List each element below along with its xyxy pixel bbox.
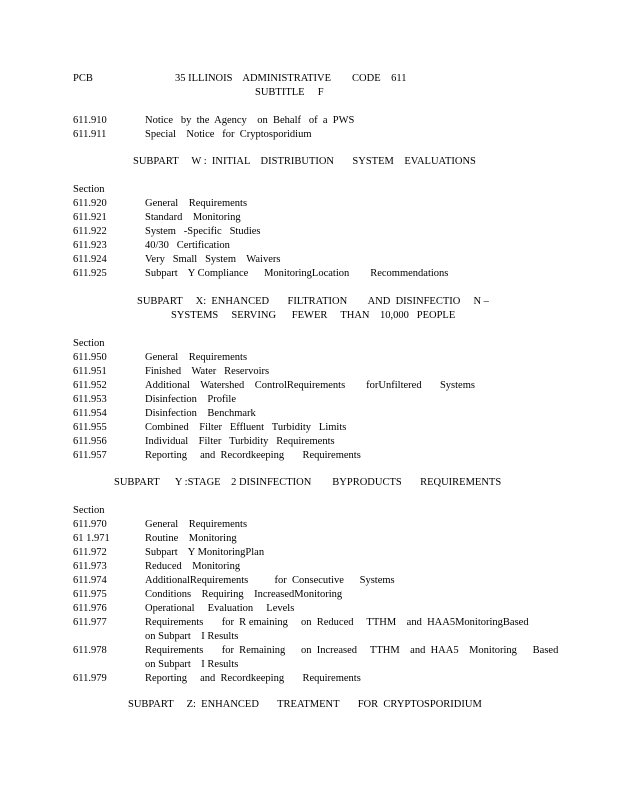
section-label: Section <box>73 505 105 516</box>
section-number: 611.924 <box>73 254 107 265</box>
section-title: Finished Water Reservoirs <box>145 366 270 377</box>
section-title: Disinfection Benchmark <box>145 408 256 419</box>
section-title: Disinfection Profile <box>145 394 236 405</box>
section-title: Combined Filter Effluent Turbidity Limits <box>145 422 347 433</box>
section-number: 611.954 <box>73 408 107 419</box>
section-label: Section <box>73 338 105 349</box>
section-number: 611.974 <box>73 575 107 586</box>
toc-entry[interactable] <box>0 351 618 365</box>
section-title: General Requirements <box>145 352 248 363</box>
section-number: 611.922 <box>73 226 107 237</box>
toc-entry[interactable] <box>0 267 618 281</box>
section-title: 40/30 Certification <box>145 240 230 251</box>
section-title: Reduced Monitoring <box>145 561 241 572</box>
subpart-y-heading: SUBPART Y :STAGE 2 DISINFECTION BYPRODUCTS REQUIREMENTS <box>114 477 502 488</box>
section-title: Individual Filter Turbidity Requirements <box>145 436 335 447</box>
toc-entry-continuation <box>0 630 618 644</box>
toc-entry[interactable] <box>0 379 618 393</box>
section-title-continued: on Subpart I Results <box>145 631 239 642</box>
section-number: 611.923 <box>73 240 107 251</box>
toc-entry[interactable] <box>0 365 618 379</box>
toc-entry[interactable] <box>0 393 618 407</box>
section-title: Notice by the Agency on Behalf of a PWS <box>145 115 355 126</box>
toc-entry[interactable] <box>0 421 618 435</box>
section-number: 611.925 <box>73 268 107 279</box>
section-title: Reporting and Recordkeeping Requirements <box>145 673 361 684</box>
toc-entry[interactable] <box>0 532 618 546</box>
section-title: Additional Watershed ControlRequirements forUnfiltered Systems <box>145 380 475 391</box>
section-title: System -Specific Studies <box>145 226 261 237</box>
toc-entry[interactable] <box>0 574 618 588</box>
section-number: 611.957 <box>73 450 107 461</box>
toc-entry[interactable] <box>0 518 618 532</box>
section-title: Conditions Requiring IncreasedMonitoring <box>145 589 343 600</box>
toc-entry[interactable] <box>0 253 618 267</box>
toc-entry[interactable] <box>0 602 618 616</box>
section-number: 611.952 <box>73 380 107 391</box>
subpart-x-heading-line2: SYSTEMS SERVING FEWER THAN 10,000 PEOPLE <box>171 310 456 321</box>
toc-entry[interactable] <box>0 588 618 602</box>
toc-entry[interactable] <box>0 435 618 449</box>
section-number: 611.978 <box>73 645 107 656</box>
toc-entry[interactable] <box>0 211 618 225</box>
section-number: 611.953 <box>73 394 107 405</box>
section-title: Requirements for Remaining on Increased TTHM and HAA5 Monitoring Based <box>145 645 559 656</box>
toc-entry[interactable] <box>0 644 618 658</box>
section-title: Very Small System Waivers <box>145 254 281 265</box>
toc-entry[interactable] <box>0 128 618 142</box>
toc-entry[interactable] <box>0 225 618 239</box>
section-number: 611.979 <box>73 673 107 684</box>
toc-entry[interactable] <box>0 197 618 211</box>
toc-entry[interactable] <box>0 546 618 560</box>
section-number: 611.972 <box>73 547 107 558</box>
toc-entry[interactable] <box>0 239 618 253</box>
section-label: Section <box>73 184 105 195</box>
section-number: 611.970 <box>73 519 107 530</box>
section-title: General Requirements <box>145 198 248 209</box>
header-title: 35 ILLINOIS ADMINISTRATIVE CODE 611 <box>175 73 407 84</box>
toc-entry[interactable] <box>0 672 618 686</box>
section-title: Requirements for R emaining on Reduced TTHM and HAA5MonitoringBased <box>145 617 529 628</box>
section-title: General Requirements <box>145 519 248 530</box>
section-title: Subpart Y Compliance MonitoringLocation Recommendations <box>145 268 449 279</box>
section-number: 611.921 <box>73 212 107 223</box>
section-number: 611.951 <box>73 366 107 377</box>
section-number: 611.955 <box>73 422 107 433</box>
toc-entry[interactable] <box>0 114 618 128</box>
section-number: 611.977 <box>73 617 107 628</box>
section-title: AdditionalRequirements for Consecutive Systems <box>145 575 395 586</box>
section-number: 611.975 <box>73 589 107 600</box>
section-title-continued: on Subpart I Results <box>145 659 239 670</box>
section-title: Reporting and Recordkeeping Requirements <box>145 450 361 461</box>
toc-entry[interactable] <box>0 407 618 421</box>
section-number: 611.956 <box>73 436 107 447</box>
toc-entry[interactable] <box>0 449 618 463</box>
section-number: 611.950 <box>73 352 107 363</box>
section-title: Operational Evaluation Levels <box>145 603 295 614</box>
section-number: 61 1.971 <box>73 533 110 544</box>
section-title: Subpart Y MonitoringPlan <box>145 547 265 558</box>
toc-entry[interactable] <box>0 560 618 574</box>
section-number: 611.973 <box>73 561 107 572</box>
toc-entry-continuation <box>0 658 618 672</box>
section-number: 611.911 <box>73 129 107 140</box>
subpart-z-heading: SUBPART Z: ENHANCED TREATMENT FOR CRYPTOSPORIDIUM <box>128 699 482 710</box>
section-number: 611.910 <box>73 115 107 126</box>
header-pcb: PCB <box>73 73 93 84</box>
subpart-x-heading: SUBPART X: ENHANCED FILTRATION AND DISINFECTIO N – <box>137 296 489 307</box>
toc-entry[interactable] <box>0 616 618 630</box>
header-subtitle: SUBTITLE F <box>255 87 324 98</box>
section-title: Special Notice for Cryptosporidium <box>145 129 312 140</box>
section-title: Standard Monitoring <box>145 212 241 223</box>
section-title: Routine Monitoring <box>145 533 237 544</box>
section-number: 611.920 <box>73 198 107 209</box>
section-number: 611.976 <box>73 603 107 614</box>
subpart-w-heading: SUBPART W : INITIAL DISTRIBUTION SYSTEM EVALUATIONS <box>133 156 476 167</box>
